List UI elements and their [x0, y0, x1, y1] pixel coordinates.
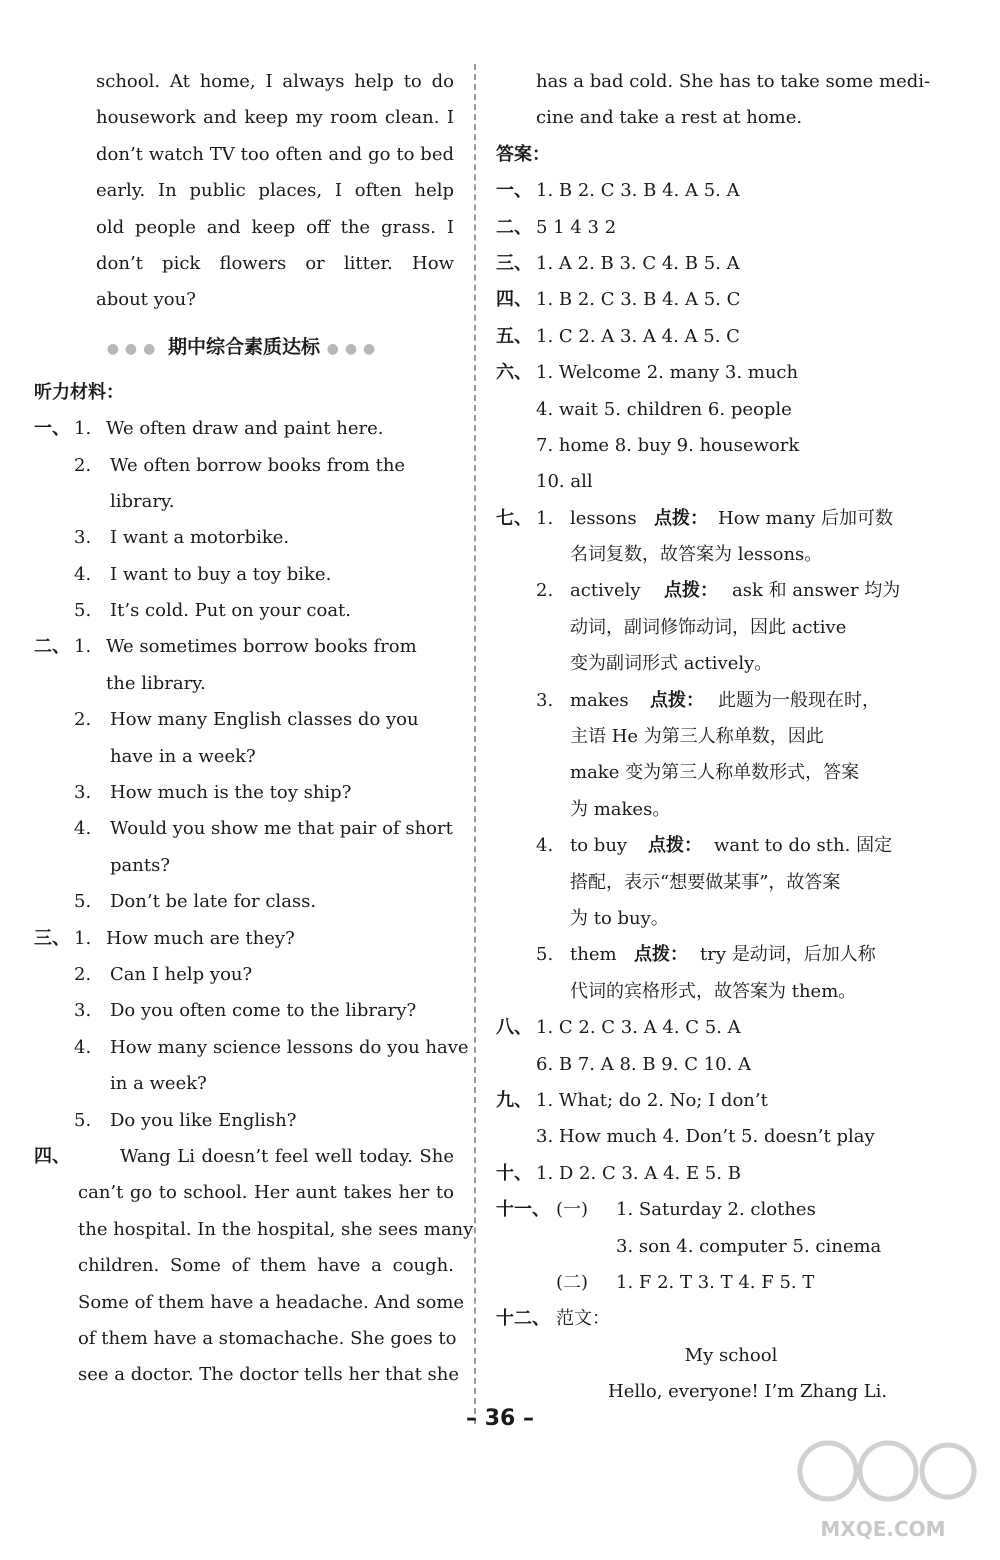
item-text: I want a motorbike. [110, 527, 290, 549]
item-number: 2. [536, 580, 554, 602]
item-text: Don’t be late for class. [110, 891, 317, 913]
item-number: 3. [74, 782, 92, 804]
dots-decoration: ●●● [326, 340, 382, 357]
passage-line: of them have a stomachache. She goes to [78, 1327, 457, 1349]
section-title [34, 319, 454, 375]
item-text: Can I help you? [110, 963, 253, 985]
part2 [34, 629, 454, 920]
item-number: 1. [74, 636, 92, 658]
part11 [496, 1192, 926, 1301]
essay-line: Hello, everyone! I’m Zhang Li. [608, 1381, 888, 1403]
item-number: 2. [74, 963, 92, 985]
item-number: 4. [74, 1036, 92, 1058]
item-number: 3. [74, 527, 92, 549]
item-number: 1. [74, 927, 92, 949]
passage-line: Wang Li doesn’t feel well today. She [120, 1145, 454, 1167]
item-number: 4. [536, 835, 554, 857]
part-label: 三、 [496, 252, 532, 274]
tip-text: 变为副词形式 actively。 [570, 653, 773, 675]
part-label: 七、 [496, 507, 532, 529]
item-text: I want to buy a toy bike. [110, 563, 332, 585]
item-text: How many science lessons do you have [110, 1036, 469, 1058]
passage-line: the hospital. In the hospital, she sees many [78, 1218, 474, 1240]
tip-text: 主语 He 为第三人称单数，因此 [570, 726, 824, 748]
item-number: 5. [536, 944, 554, 966]
answer-word: actively [570, 580, 641, 602]
part-label: 一、 [34, 418, 70, 440]
watermark-logo [788, 1426, 978, 1546]
passage-line: old people and keep off the grass. I [96, 216, 454, 238]
right-column [496, 64, 931, 1410]
tip-label: 点拨： [650, 689, 704, 711]
sub-label: (二) [556, 1271, 589, 1293]
item-number: 4. [74, 818, 92, 840]
answer-line: 6. B 7. A 8. B 9. C 10. A [536, 1053, 752, 1075]
answers-8-10 [496, 1010, 926, 1192]
watermark-ring [860, 1443, 916, 1499]
passage-line: cine and take a rest at home. [536, 107, 803, 129]
answer-line: 4. wait 5. children 6. people [536, 398, 792, 420]
part-label: 二、 [34, 636, 70, 658]
item-text: How much are they? [106, 927, 295, 949]
item-text: Do you like English? [110, 1109, 297, 1131]
left-column [34, 64, 474, 1394]
passage-line: about you? [96, 289, 196, 311]
column-divider [474, 64, 476, 1424]
dots-decoration: ●●● [106, 340, 162, 357]
answer-word: them [570, 944, 617, 966]
part-label: 六、 [496, 362, 532, 384]
answers-1-6 [496, 173, 926, 501]
tip-text: 代词的宾格形式，故答案为 them。 [570, 980, 857, 1002]
answer-line: 5 1 4 3 2 [536, 216, 617, 238]
passage-line: school. At home, I always help to do [96, 71, 454, 92]
item-number: 4. [74, 563, 92, 585]
passage-end [496, 64, 931, 137]
item-text: in a week? [110, 1073, 207, 1095]
passage-line: has a bad cold. She has to take some medi- [536, 71, 931, 92]
watermark-ring [800, 1443, 856, 1499]
part-label: 三、 [34, 927, 70, 949]
part-label: 十二、 [496, 1308, 550, 1330]
item-number: 2. [74, 454, 92, 476]
answer-line: 7. home 8. buy 9. housework [536, 434, 800, 456]
part-label: 八、 [496, 1017, 532, 1039]
answer-line: 1. B 2. C 3. B 4. A 5. C [536, 289, 741, 311]
answer-line: 1. What; do 2. No; I don’t [536, 1089, 768, 1111]
part-label: 一、 [496, 180, 532, 202]
passage-line: early. In public places, I often help [96, 180, 454, 202]
tip-text: How many 后加可数 [718, 507, 893, 529]
item-text: How much is the toy ship? [110, 782, 352, 804]
answers-heading: 答案： [496, 143, 550, 165]
passage-line: housework and keep my room clean. I [96, 107, 454, 129]
item-number: 1. [74, 418, 92, 440]
watermark-ring [922, 1445, 974, 1497]
essay-title: My school [684, 1344, 778, 1366]
section-title-text: 期中综合素质达标 [167, 335, 320, 358]
part-label: 二、 [496, 216, 532, 238]
answer-line: 1. A 2. B 3. C 4. B 5. A [536, 252, 740, 274]
tip-text: 此题为一般现在时， [718, 689, 880, 711]
part12 [496, 1301, 926, 1410]
tip-label: 点拨： [664, 580, 718, 602]
item-number: 3. [74, 1000, 92, 1022]
part-label: 九、 [496, 1089, 532, 1111]
part4 [34, 1139, 474, 1394]
item-text: We often draw and paint here. [106, 418, 384, 440]
answer-line: 3. son 4. computer 5. cinema [616, 1235, 882, 1257]
tip-label: 点拨： [648, 835, 702, 857]
tip-text: 为 to buy。 [570, 907, 669, 929]
answer-word: lessons [570, 507, 637, 529]
tip-text: make 变为第三人称单数形式，答案 [570, 762, 860, 784]
tip-text: want to do sth. 固定 [714, 835, 893, 857]
item-text: Do you often come to the library? [110, 1000, 417, 1022]
part-label: 十一、 [496, 1199, 550, 1221]
tip-text: ask 和 answer 均为 [732, 580, 901, 602]
item-number: 2. [74, 709, 92, 731]
item-number: 5. [74, 1109, 92, 1131]
page-number: – 36 – [466, 1406, 534, 1431]
tip-text: 搭配，表示“想要做某事”，故答案 [570, 871, 841, 893]
continued-passage [34, 64, 454, 319]
part3 [34, 921, 469, 1139]
tip-text: 动词，副词修饰动词，因此 active [570, 616, 847, 638]
part-label: 五、 [496, 325, 532, 347]
part-label: 四、 [34, 1145, 70, 1167]
passage-line: children. Some of them have a cough. [78, 1255, 454, 1277]
passage-line: see a doctor. The doctor tells her that she [78, 1364, 460, 1386]
answer-line: 10. all [536, 471, 593, 493]
sample-label: 范文： [556, 1308, 610, 1330]
item-text: Would you show me that pair of short [110, 818, 453, 840]
part7 [496, 501, 926, 1010]
answer-line: 1. C 2. A 3. A 4. A 5. C [536, 325, 740, 347]
item-text: library. [110, 490, 175, 512]
item-text: It’s cold. Put on your coat. [110, 600, 352, 622]
answer-line: 1. F 2. T 3. T 4. F 5. T [616, 1271, 815, 1293]
passage-line: don’t watch TV too often and go to bed [96, 143, 454, 165]
item-number: 5. [74, 600, 92, 622]
item-number: 5. [74, 891, 92, 913]
item-text: have in a week? [110, 745, 256, 767]
answer-line: 1. C 2. C 3. A 4. C 5. A [536, 1017, 741, 1039]
item-text: We sometimes borrow books from [106, 636, 417, 658]
passage-line: Some of them have a headache. And some [78, 1291, 465, 1313]
sub-label: (一) [556, 1199, 589, 1221]
answer-word: to buy [570, 835, 628, 857]
listening-heading: 听力材料： [34, 381, 124, 403]
item-number: 1. [536, 507, 554, 529]
item-text: We often borrow books from the [110, 454, 406, 476]
part-label: 十、 [496, 1162, 532, 1184]
answer-line: 1. Saturday 2. clothes [616, 1199, 816, 1221]
watermark-text: MXQE.COM [820, 1517, 946, 1541]
tip-label: 点拨： [634, 944, 688, 966]
passage-line: don’t pick flowers or litter. How [96, 252, 454, 274]
answer-line: 1. B 2. C 3. B 4. A 5. A [536, 180, 740, 202]
tip-text: 为 makes。 [570, 798, 671, 820]
answer-line: 3. How much 4. Don’t 5. doesn’t play [536, 1126, 875, 1148]
passage-line: can’t go to school. Her aunt takes her to [78, 1182, 454, 1204]
answer-word: makes [570, 689, 629, 711]
item-number: 3. [536, 689, 554, 711]
part-label: 四、 [496, 289, 532, 311]
tip-label: 点拨： [654, 507, 708, 529]
answer-line: 1. D 2. C 3. A 4. E 5. B [536, 1162, 741, 1184]
item-text: the library. [106, 672, 206, 694]
answer-line: 1. Welcome 2. many 3. much [536, 362, 799, 384]
item-text: pants? [110, 854, 170, 876]
item-text: How many English classes do you [110, 709, 419, 731]
tip-text: try 是动词，后加人称 [700, 944, 876, 966]
part1 [34, 411, 454, 629]
tip-text: 名词复数，故答案为 lessons。 [570, 544, 823, 566]
